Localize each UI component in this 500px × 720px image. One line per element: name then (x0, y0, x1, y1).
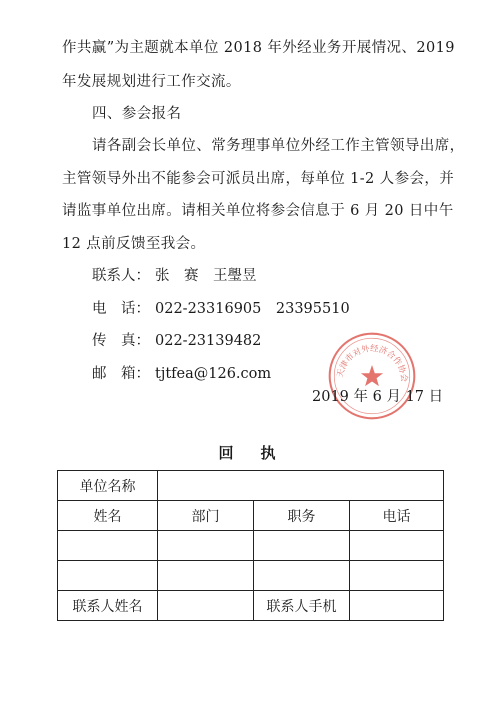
table-row (58, 531, 444, 561)
unit-name-label: 单位名称 (58, 471, 158, 501)
table-row (58, 561, 444, 591)
issue-date: 2019 年 6 月 17 日 (312, 389, 444, 405)
table-row (58, 471, 444, 501)
phone-label: 电 话： (92, 301, 150, 317)
header-position: 职务 (254, 501, 350, 531)
body-line-5: 请监事单位出席。请相关单位将参会信息于 6 月 20 日中午 (62, 203, 454, 219)
contact-name-field[interactable] (158, 591, 254, 621)
header-name: 姓名 (58, 501, 158, 531)
body-line-2: 年发展规划进行工作交流。 (62, 74, 241, 90)
contact-name-label: 联系人姓名 (58, 591, 158, 621)
receipt-table (57, 470, 444, 621)
receipt-title: 回 执 (218, 444, 282, 462)
attendee-phone-cell[interactable] (350, 531, 444, 561)
contact-mobile-field[interactable] (350, 591, 444, 621)
unit-name-field[interactable] (158, 471, 444, 501)
body-line-3: 请各副会长单位、常务理事单位外经工作主管领导出席， (92, 138, 465, 154)
attendee-position-cell[interactable] (254, 531, 350, 561)
contact-person-value: 张 赛 王璺昱 (155, 268, 257, 284)
seal-stamp-icon (326, 330, 418, 422)
svg-text:天津市对外经济合作协会: 天津市对外经济合作协会 (334, 342, 410, 383)
phone-value: 022-23316905 23395510 (155, 301, 350, 317)
header-phone: 电话 (350, 501, 444, 531)
contact-mobile-label: 联系人手机 (254, 591, 350, 621)
body-line-4: 主管领导外出不能参会可派员出席，每单位 1-2 人参会，并 (62, 171, 455, 187)
email-label: 邮 箱： (92, 366, 150, 382)
attendee-department-cell[interactable] (158, 531, 254, 561)
header-department: 部门 (158, 501, 254, 531)
table-row (58, 501, 444, 531)
section-heading: 四、参会报名 (92, 106, 182, 122)
table-row (58, 591, 444, 621)
attendee-position-cell[interactable] (254, 561, 350, 591)
email-value: tjtfea@126.com (155, 366, 272, 382)
attendee-name-cell[interactable] (58, 531, 158, 561)
body-line-1: 作共赢”为主题就本单位 2018 年外经业务开展情况、2019 (62, 40, 455, 56)
attendee-phone-cell[interactable] (350, 561, 444, 591)
body-line-6: 12 点前反馈至我会。 (62, 236, 206, 252)
fax-label: 传 真： (92, 333, 150, 349)
contact-person-label: 联系人： (92, 268, 150, 284)
attendee-department-cell[interactable] (158, 561, 254, 591)
fax-value: 022-23139482 (155, 333, 262, 349)
attendee-name-cell[interactable] (58, 561, 158, 591)
